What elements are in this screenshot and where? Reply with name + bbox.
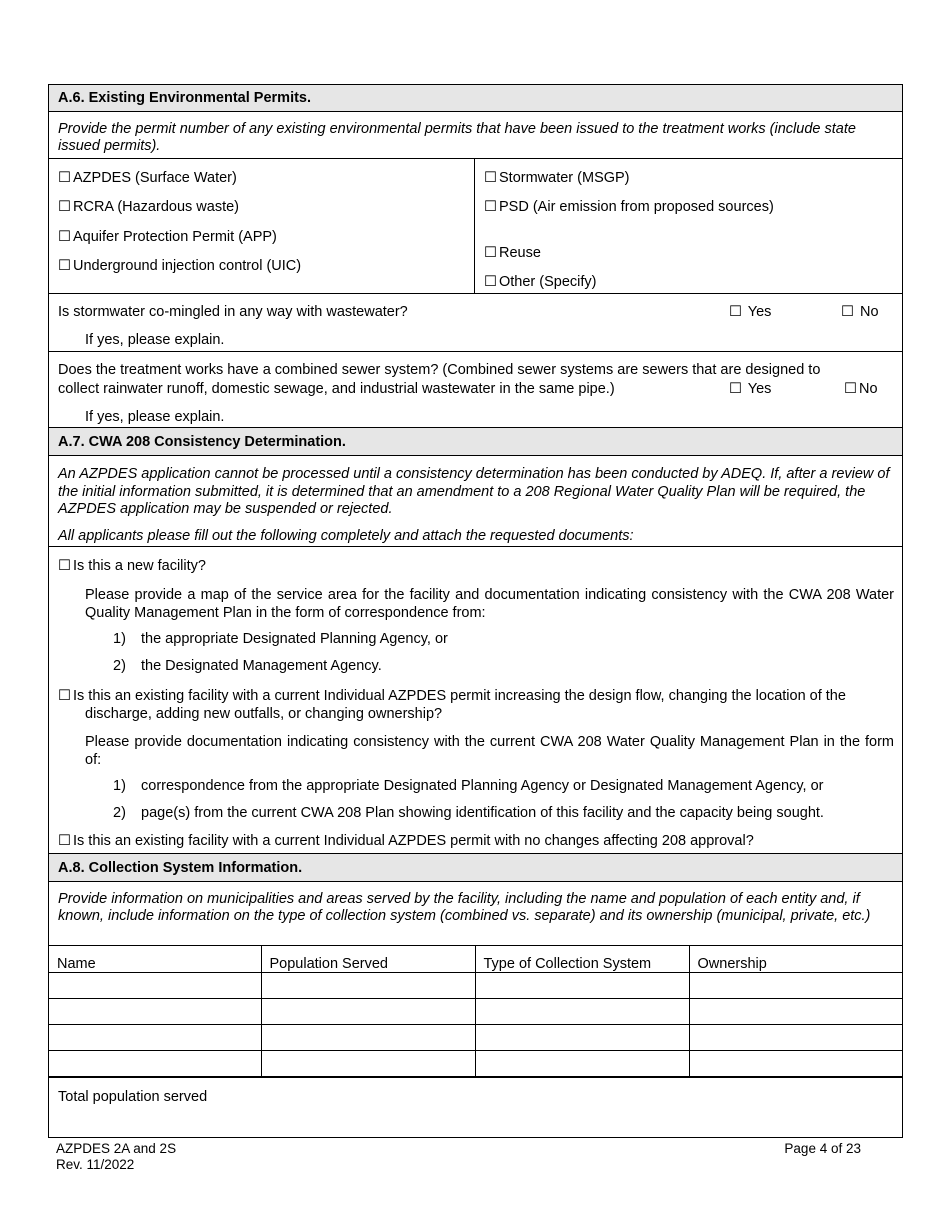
section-a6-instruction: Provide the permit number of any existing environmental permits that have been issued to the treatment works (include state issued permits).	[48, 112, 903, 159]
table-cell[interactable]	[475, 1050, 689, 1076]
footer-revision: Rev. 11/2022	[56, 1157, 135, 1172]
checkbox-icon[interactable]: ☐	[484, 199, 497, 215]
table-cell[interactable]	[49, 972, 261, 998]
permit-other[interactable]: ☐ Other (Specify)	[484, 274, 597, 290]
checkbox-icon[interactable]: ☐	[729, 304, 742, 320]
section-a7-instruction-2: All applicants please fill out the following completely and attach the requested documents:	[58, 527, 634, 544]
column-header: Ownership	[689, 946, 902, 972]
option-new-facility-desc: Please provide a map of the service area for the facility and documentation indicating consistency with the CWA 208 Water Quality Management Plan in the form of correspondence from:	[85, 587, 894, 621]
combined-sewer-yes[interactable]: ☐ Yes	[729, 381, 772, 397]
table-cell[interactable]	[49, 998, 261, 1024]
checkbox-icon[interactable]: ☐	[484, 245, 497, 261]
table-cell[interactable]	[261, 1024, 475, 1050]
consistency-options	[48, 547, 903, 854]
section-a8-header	[48, 854, 903, 882]
permit-app[interactable]: ☐ Aquifer Protection Permit (APP)	[58, 229, 277, 245]
section-a6-header	[48, 84, 903, 112]
option-existing-change-desc: Please provide documentation indicating consistency with the current CWA 208 Water Quality Management Plan in the form of:	[85, 734, 894, 768]
checkbox-icon[interactable]: ☐	[58, 258, 71, 274]
checkbox-icon[interactable]: ☐	[58, 688, 71, 704]
table-cell[interactable]	[689, 972, 902, 998]
stormwater-question-text: Is stormwater co-mingled in any way with wastewater?	[58, 304, 408, 320]
table-cell[interactable]	[261, 972, 475, 998]
stormwater-explain: If yes, please explain.	[85, 332, 225, 348]
combined-sewer-explain: If yes, please explain.	[85, 409, 225, 425]
section-a6-title: A.6. Existing Environmental Permits.	[58, 90, 312, 106]
checkbox-icon[interactable]: ☐	[729, 381, 742, 397]
table-cell[interactable]	[475, 972, 689, 998]
table-cell[interactable]	[49, 1024, 261, 1050]
table-header-row	[49, 946, 902, 972]
permit-uic[interactable]: ☐ Underground injection control (UIC)	[58, 258, 302, 274]
option-existing-no-change[interactable]: ☐ Is this an existing facility with a current Individual AZPDES permit with no changes affecting 208 approval?	[58, 833, 754, 849]
permit-reuse[interactable]: ☐ Reuse	[484, 245, 541, 261]
existing-change-item-1: 1) correspondence from the appropriate Designated Planning Agency or Designated Management Agency, or	[113, 778, 824, 794]
table-cell[interactable]	[475, 1024, 689, 1050]
table-cell[interactable]	[261, 1050, 475, 1076]
table-cell[interactable]	[689, 1050, 902, 1076]
checkbox-icon[interactable]: ☐	[484, 274, 497, 290]
section-a7-instruction	[48, 456, 903, 547]
total-population-label: Total population served	[58, 1088, 208, 1105]
column-header: Population Served	[261, 946, 475, 972]
permit-options	[48, 159, 903, 294]
table-cell[interactable]	[475, 998, 689, 1024]
section-a8-instruction: Provide information on municipalities and areas served by the facility, including the name and population of each entity and, if known, include information on the type of collection system (combined vs. separate) and its ownership (municipal, private, etc.)	[48, 882, 903, 946]
checkbox-icon[interactable]: ☐	[844, 381, 857, 397]
combined-sewer-line2: collect rainwater runoff, domestic sewage, and industrial wastewater in the same pipe.)	[58, 381, 615, 397]
table-row	[49, 1050, 902, 1076]
table-row	[49, 972, 902, 998]
column-header: Type of Collection System	[475, 946, 689, 972]
combined-sewer-line1: Does the treatment works have a combined sewer system? (Combined sewer systems are sewers that are designed to	[58, 362, 821, 378]
table-row	[49, 1024, 902, 1050]
collection-system-table	[48, 946, 903, 1078]
footer-page-number: Page 4 of 23	[784, 1141, 861, 1156]
checkbox-icon[interactable]: ☐	[58, 199, 71, 215]
permit-options-left	[49, 159, 475, 293]
existing-change-item-2: 2) page(s) from the current CWA 208 Plan showing identification of this facility and the capacity being sought.	[113, 805, 824, 821]
section-a7-title: A.7. CWA 208 Consistency Determination.	[58, 433, 346, 450]
new-facility-item-1: 1) the appropriate Designated Planning Agency, or	[113, 631, 448, 647]
checkbox-icon[interactable]: ☐	[484, 170, 497, 186]
table-cell[interactable]	[49, 1050, 261, 1076]
combined-sewer-question	[48, 352, 903, 428]
total-population-row[interactable]	[48, 1078, 903, 1138]
permit-psd[interactable]: ☐ PSD (Air emission from proposed sources)	[484, 199, 774, 215]
table-cell[interactable]	[689, 1024, 902, 1050]
checkbox-icon[interactable]: ☐	[58, 558, 71, 574]
table-row	[49, 998, 902, 1024]
option-new-facility[interactable]: ☐ Is this a new facility?	[58, 558, 206, 574]
combined-sewer-no[interactable]: ☐ No	[844, 381, 878, 397]
table-cell[interactable]	[689, 998, 902, 1024]
option-existing-change[interactable]: ☐ Is this an existing facility with a current Individual AZPDES permit increasing the design flow, changing the location of the discharge, adding new outfalls, or changing ownership?	[58, 688, 846, 722]
checkbox-icon[interactable]: ☐	[58, 229, 71, 245]
checkbox-icon[interactable]: ☐	[58, 833, 71, 849]
permit-stormwater[interactable]: ☐ Stormwater (MSGP)	[484, 170, 630, 186]
permit-azpdes[interactable]: ☐ AZPDES (Surface Water)	[58, 170, 237, 186]
stormwater-question	[48, 294, 903, 352]
new-facility-item-2: 2) the Designated Management Agency.	[113, 658, 382, 674]
stormwater-no[interactable]: ☐ No	[841, 304, 879, 320]
section-a8-title: A.8. Collection System Information.	[58, 859, 303, 876]
section-a7-instruction-text: An AZPDES application cannot be processed until a consistency determination has been conducted by ADEQ. If, after a review of the initial information submitted, it is determined that an amendment to a 208 Regional Water Quality Plan will be required, the AZPDES application may be suspended or rejected.	[58, 466, 890, 517]
application-form	[48, 84, 903, 1138]
column-header: Name	[49, 946, 261, 972]
permit-rcra[interactable]: ☐ RCRA (Hazardous waste)	[58, 199, 239, 215]
table-cell[interactable]	[261, 998, 475, 1024]
footer-form-name: AZPDES 2A and 2S	[56, 1141, 177, 1156]
checkbox-icon[interactable]: ☐	[841, 304, 854, 320]
stormwater-yes[interactable]: ☐ Yes	[729, 304, 772, 320]
section-a7-header	[48, 428, 903, 456]
page-footer	[56, 1141, 861, 1173]
permit-options-right	[475, 159, 902, 293]
checkbox-icon[interactable]: ☐	[58, 170, 71, 186]
